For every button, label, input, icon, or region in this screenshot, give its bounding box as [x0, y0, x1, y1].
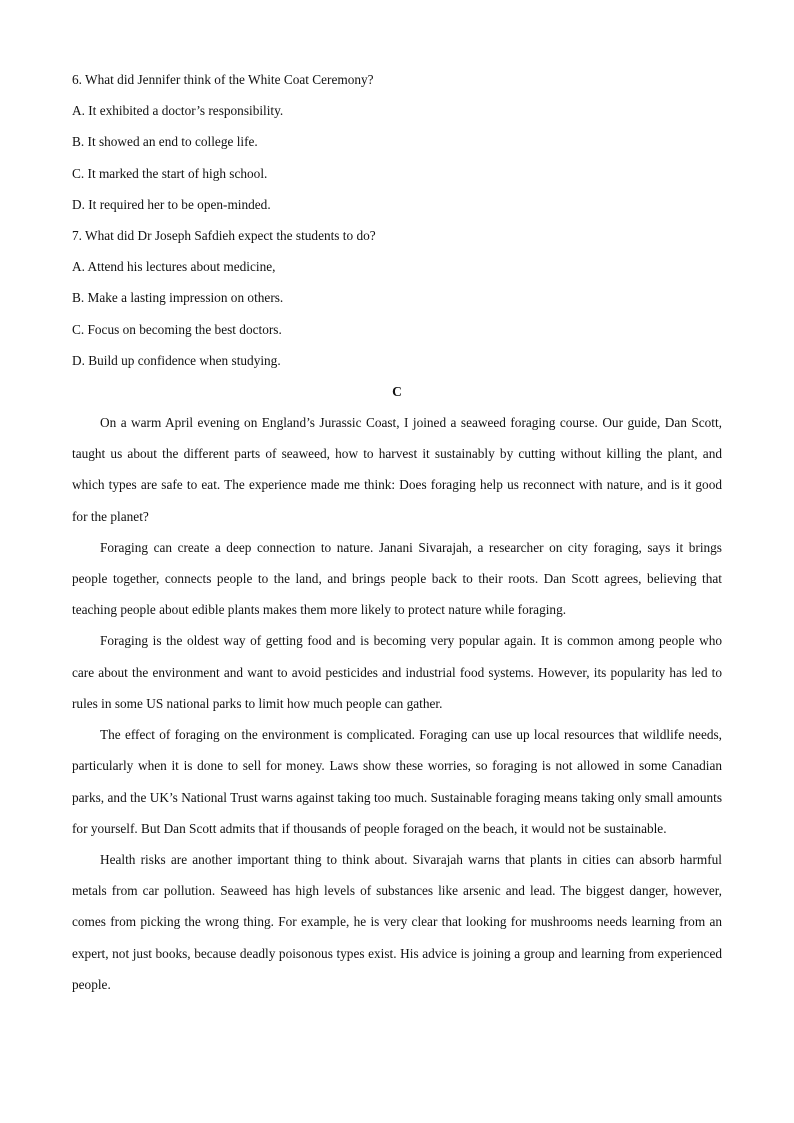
answer-option: D. Build up confidence when studying. [72, 352, 281, 368]
answer-option: B. Make a lasting impression on others. [72, 290, 284, 306]
passage-paragraph: Foraging is the oldest way of getting food and is becoming very popular again. It is common among people who care about the environment and want to avoid pesticides and industrial food systems. However, its popularity has led to rules in some US national parks to limit how much people can gather. [72, 633, 722, 711]
passage-paragraph: On a warm April evening on England’s Jurassic Coast, I joined a seaweed foraging course. Our guide, Dan Scott, taught us about the different parts of seaweed, how to harvest it sustainably by cutting without killing the plant, and which types are safe to eat. The experience made me think: Does foraging help us reconnect with nature, and is it good for the planet? [72, 415, 722, 524]
passage-paragraph: The effect of foraging on the environment is complicated. Foraging can use up local resources that wildlife needs, particularly when it is done to sell for money. Laws show these worries, so foraging is not allowed in some Canadian parks, and the UK’s National Trust warns against taking too much. Sustainable foraging means taking only small amounts for yourself. But Dan Scott admits that if thousands of people foraged on the beach, it would not be sustainable. [72, 727, 722, 836]
passage-body [72, 407, 722, 1000]
answer-option: A. It exhibited a doctor’s responsibility. [72, 103, 284, 119]
answer-option: B. It showed an end to college life. [72, 134, 258, 150]
passage-paragraph: Foraging can create a deep connection to nature. Janani Sivarajah, a researcher on city foraging, says it brings people together, connects people to the land, and brings people back to their roots. Dan Scott agrees, believing that teaching people about edible plants makes them more likely to protect nature while foraging. [72, 539, 722, 618]
question-stem: 6. What did Jennifer think of the White Coat Ceremony? [72, 72, 374, 87]
answer-option: D. It required her to be open-minded. [72, 196, 271, 212]
passage-paragraph: Health risks are another important thing to think about. Sivarajah warns that plants in cities can absorb harmful metals from car pollution. Seaweed has high levels of substances like arsenic and lead. The biggest danger, however, comes from picking the wrong thing. For example, he is very clear that looking for mushrooms needs learning from an expert, not just books, because deadly poisonous types exist. His advice is joining a group and learning from experienced people. [72, 851, 722, 992]
answer-option: A. Attend his lectures about medicine, [72, 259, 276, 275]
question-block [72, 64, 722, 220]
passage-title: C [392, 383, 402, 399]
question-block [72, 220, 722, 376]
answer-option: C. It marked the start of high school. [72, 165, 268, 181]
answer-option: C. Focus on becoming the best doctors. [72, 321, 282, 337]
question-stem: 7. What did Dr Joseph Safdieh expect the students to do? [72, 227, 376, 243]
document-page [72, 64, 722, 1000]
